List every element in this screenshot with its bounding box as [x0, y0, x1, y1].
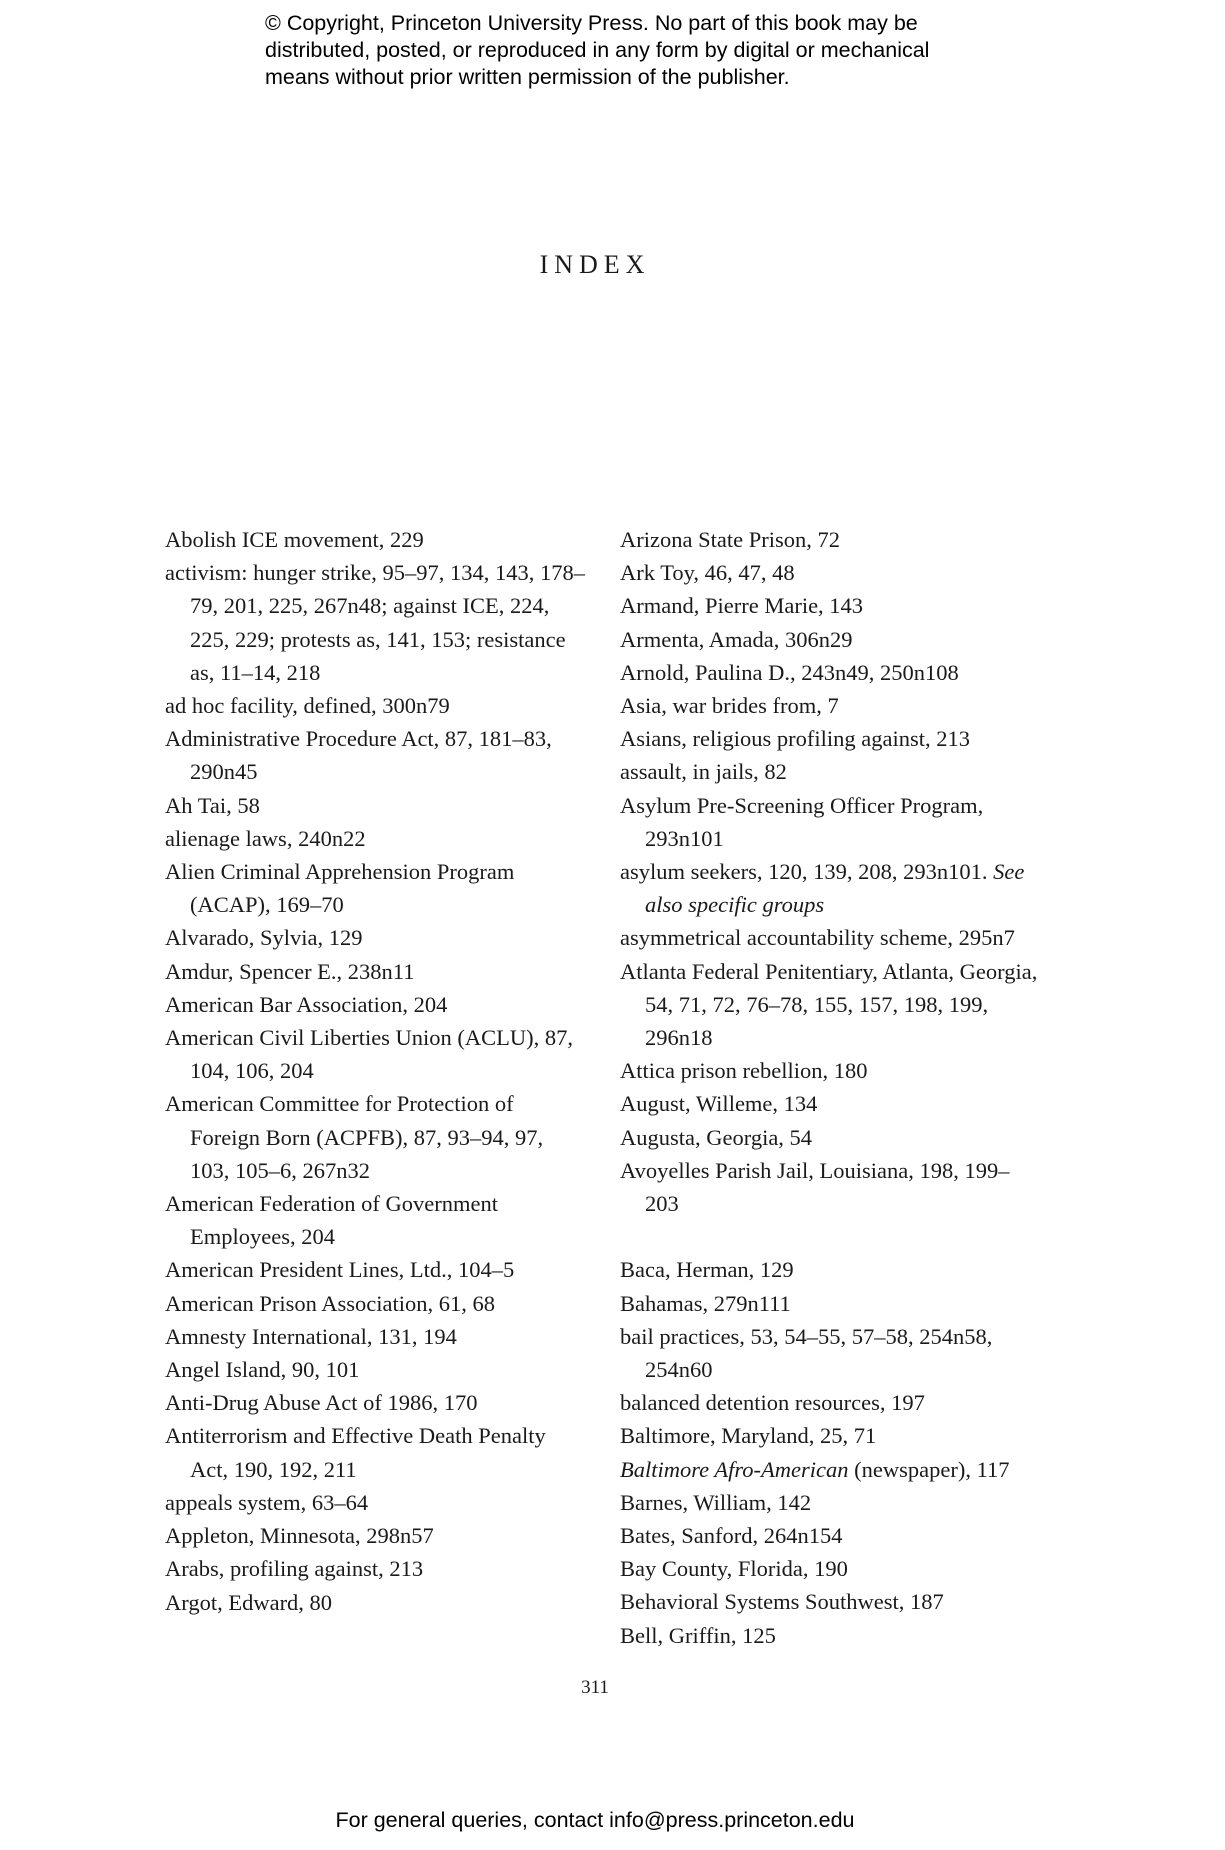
index-entry — [620, 1585, 1040, 1618]
index-entry-text: Ah Tai, 58 — [165, 792, 260, 818]
index-entry-text: Barnes, William, 142 — [620, 1489, 812, 1515]
index-entry — [165, 1287, 585, 1320]
index-entry-text: Bates, Sanford, 264n154 — [620, 1523, 843, 1549]
index-entry-text: Bahamas, 279n111 — [620, 1290, 791, 1316]
index-entry — [165, 921, 585, 954]
index-entry-text: Armand, Pierre Marie, 143 — [620, 593, 864, 619]
index-entry — [620, 1486, 1040, 1519]
index-entry — [165, 855, 585, 921]
index-entry — [165, 988, 585, 1021]
page-title: INDEX — [539, 250, 651, 279]
index-entry — [620, 1619, 1040, 1652]
footer-contact: For general queries, contact info@press.princeton.edu — [335, 1808, 855, 1832]
index-entry — [165, 1253, 585, 1286]
index-entry — [165, 1419, 585, 1485]
index-entry-text: American Bar Association, 204 — [165, 991, 448, 1017]
index-entry — [620, 523, 1040, 556]
index-entry — [620, 1253, 1040, 1286]
index-entry-text: Alien Criminal Apprehension Program (ACAP), 169–70 — [165, 859, 515, 918]
index-entry — [620, 955, 1040, 1055]
index-entry — [620, 1054, 1040, 1087]
index-entry-text: appeals system, 63–64 — [165, 1489, 369, 1515]
index-entry-text: American Prison Association, 61, 68 — [165, 1290, 495, 1316]
index-entry — [165, 722, 585, 788]
index-entry — [165, 1187, 585, 1253]
index-entry-text: Amnesty International, 131, 194 — [165, 1323, 457, 1349]
index-entry — [620, 755, 1040, 788]
index-entry-text: Armenta, Amada, 306n29 — [620, 626, 853, 652]
index-entry-text: Atlanta Federal Penitentiary, Atlanta, Georgia, 54, 71, 72, 76–78, 155, 157, 198, 199, 296n18 — [620, 958, 1038, 1051]
index-entry-text: Angel Island, 90, 101 — [165, 1357, 360, 1383]
index-entry-text: Asia, war brides from, 7 — [620, 693, 839, 719]
index-entry — [165, 523, 585, 556]
index-entry-text: American President Lines, Ltd., 104–5 — [165, 1257, 515, 1283]
index-entry — [620, 921, 1040, 954]
index-entry-text: activism: hunger strike, 95–97, 134, 143, 178–79, 201, 225, 267n48; against ICE, 224, 225, 229; protests as, 141, 153; resistance as, 11–14, 218 — [165, 560, 585, 685]
index-entry-text: asylum seekers, 120, 139, 208, 293n101. — [620, 859, 988, 885]
index-entry-text: Bell, Griffin, 125 — [620, 1622, 776, 1648]
index-entry — [620, 1419, 1040, 1452]
index-entry — [620, 1154, 1040, 1220]
index-entry — [620, 556, 1040, 589]
index-entry — [165, 689, 585, 722]
index-entry-text: Attica prison rebellion, 180 — [620, 1058, 868, 1084]
index-entry-text: ad hoc facility, defined, 300n79 — [165, 693, 450, 719]
index-entry-text: assault, in jails, 82 — [620, 759, 787, 785]
index-entry-text: Amdur, Spencer E., 238n11 — [165, 958, 415, 984]
index-entry-text: Augusta, Georgia, 54 — [620, 1124, 813, 1150]
index-entry-text: alienage laws, 240n22 — [165, 825, 366, 851]
index-entry-text: Abolish ICE movement, 229 — [165, 527, 424, 552]
index-entry — [620, 589, 1040, 622]
index-entry — [165, 1386, 585, 1419]
index-entry — [620, 1320, 1040, 1386]
index-entry — [165, 1586, 585, 1619]
index-entry-text: American Federation of Government Employees, 204 — [165, 1191, 499, 1250]
index-entry-text: American Committee for Protection of Foreign Born (ACPFB), 87, 93–94, 97, 103, 105–6, 267n32 — [165, 1091, 544, 1183]
index-entry-text: American Civil Liberties Union (ACLU), 87, 104, 106, 204 — [165, 1025, 574, 1084]
index-entry — [165, 955, 585, 988]
index-entry-italic: Baltimore Afro-American — [620, 1456, 849, 1482]
index-entry — [165, 1021, 585, 1087]
index-entry — [620, 1287, 1040, 1320]
index-entry — [620, 1087, 1040, 1120]
index-entry-text: Antiterrorism and Effective Death Penalty Act, 190, 192, 211 — [165, 1423, 546, 1482]
index-entry-text: Behavioral Systems Southwest, 187 — [620, 1589, 944, 1615]
index-entry — [165, 556, 585, 689]
index-entry-text: Avoyelles Parish Jail, Louisiana, 198, 199–203 — [620, 1157, 1010, 1217]
index-entry — [620, 689, 1040, 722]
page-number: 311 — [581, 1677, 609, 1698]
index-entry — [165, 1320, 585, 1353]
index-entry — [165, 822, 585, 855]
index-entry — [620, 855, 1040, 921]
index-entry-text: Asylum Pre-Screening Officer Program, 293n101 — [620, 792, 984, 851]
index-entry-text: Baltimore, Maryland, 25, 71 — [620, 1423, 877, 1449]
index-entry — [165, 1353, 585, 1386]
index-entry — [620, 789, 1040, 855]
index-entry — [165, 1552, 585, 1585]
index-entry — [620, 1121, 1040, 1154]
index-entry — [165, 1519, 585, 1552]
index-entry-text: Arabs, profiling against, 213 — [165, 1556, 424, 1582]
index-entry-text: asymmetrical accountability scheme, 295n7 — [620, 925, 1015, 951]
index-entry-cross-reference: See also specific groups — [645, 859, 1025, 918]
copyright-notice: © Copyright, Princeton University Press. No part of this book may be distributed, posted, or reproduced in any form by digital or mechanical means without prior written permission of the publisher. — [265, 11, 930, 89]
index-entry-text: Anti-Drug Abuse Act of 1986, 170 — [165, 1390, 478, 1416]
index-entry — [165, 789, 585, 822]
index-entry — [620, 623, 1040, 656]
index-entry — [620, 656, 1040, 689]
index-entry-text: Ark Toy, 46, 47, 48 — [620, 560, 795, 586]
index-entry-text: Administrative Procedure Act, 87, 181–83, 290n45 — [165, 726, 552, 785]
index-column-right — [620, 523, 1040, 1652]
index-entry — [620, 1519, 1040, 1552]
index-entry-text: Asians, religious profiling against, 213 — [620, 726, 970, 752]
index-entry-text: balanced detention resources, 197 — [620, 1390, 925, 1416]
index-entry — [165, 1087, 585, 1187]
index-entry-text: Appleton, Minnesota, 298n57 — [165, 1523, 434, 1549]
index-entry-text: Alvarado, Sylvia, 129 — [165, 925, 363, 951]
index-entry-text: Baca, Herman, 129 — [620, 1257, 794, 1283]
index-entry-text: Bay County, Florida, 190 — [620, 1556, 848, 1582]
index-entry-text: Argot, Edward, 80 — [165, 1589, 333, 1615]
index-entry — [165, 1486, 585, 1519]
index-entry — [620, 722, 1040, 755]
index-entry-text: August, Willeme, 134 — [620, 1091, 818, 1117]
index-entry-text: Arizona State Prison, 72 — [620, 527, 840, 552]
index-entry-text: (newspaper), 117 — [848, 1456, 1010, 1482]
index-entry — [620, 1386, 1040, 1419]
index-entry-text: bail practices, 53, 54–55, 57–58, 254n58, 254n60 — [620, 1323, 993, 1383]
index-entry — [620, 1453, 1040, 1486]
index-column-left — [165, 523, 585, 1619]
index-entry-text: Arnold, Paulina D., 243n49, 250n108 — [620, 659, 959, 685]
index-entry — [620, 1552, 1040, 1585]
